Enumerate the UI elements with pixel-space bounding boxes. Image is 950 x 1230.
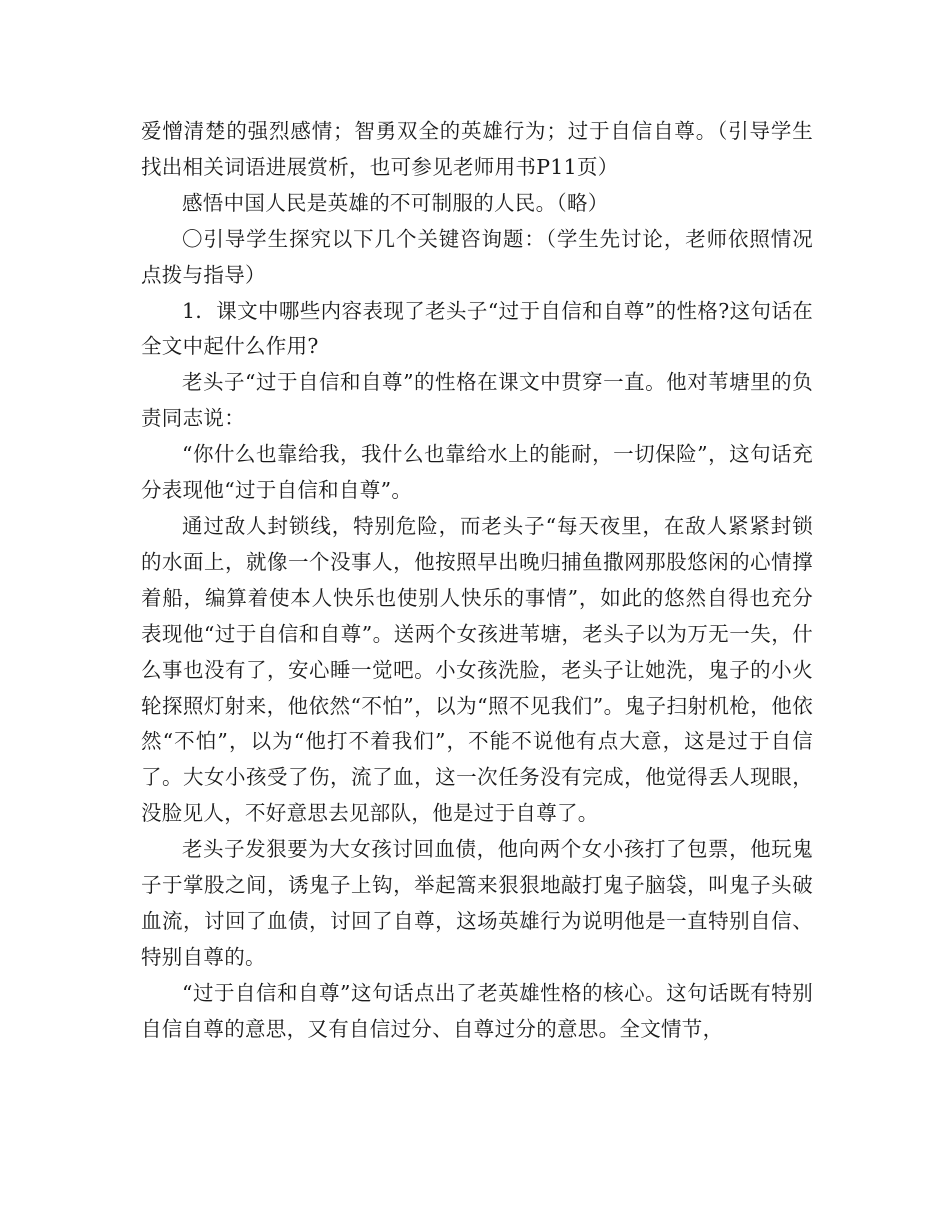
paragraph-5: 老头子“过于自信和自尊”的性格在课文中贯穿一直。他对苇塘里的负责同志说： [141,370,813,431]
paragraph-4: 1．课文中哪些内容表现了老头子“过于自信和自尊”的性格?这句话在全文中起什么作用? [141,298,813,359]
paragraph-3: 〇引导学生探究以下几个关键咨询题：（学生先讨论，老师依照情况点拨与指导） [141,226,813,287]
paragraph-1: 爱憎清楚的强烈感情；智勇双全的英雄行为；过于自信自尊。（引导学生找出相关词语进展赏析，也可参见老师用书P11页） [141,119,813,179]
paragraph-2: 感悟中国人民是英雄的不可制服的人民。（略） [182,190,609,215]
paragraph-9: “过于自信和自尊”这句话点出了老英雄性格的核心。这句话既有特别自信自尊的意思，又有自信过分、自尊过分的意思。全文情节， [141,980,813,1041]
paragraph-6: “你什么也靠给我，我什么也靠给水上的能耐，一切保险”，这句话充分表现他“过于自信和自尊”。 [141,442,813,503]
paragraph-8: 老头子发狠要为大女孩讨回血债，他向两个女小孩打了包票，他玩鬼子于掌股之间，诱鬼子上钩，举起篙来狠狠地敲打鬼子脑袋，叫鬼子头破血流，讨回了血债，讨回了自尊，这场英雄行为说明他是一直特别自信、特别自尊的。 [141,837,813,969]
document-body [141,114,813,1048]
paragraph-7: 通过敌人封锁线，特别危险，而老头子“每天夜里，在敌人紧紧封锁的水面上，就像一个没事人，他按照早出晚归捕鱼撒网那股悠闲的心情撑着船，编算着使本人快乐也使别人快乐的事情”，如此的悠然自得也充分表现他“过于自信和自尊”。送两个女孩进苇塘，老头子以为万无一失，什么事也没有了，安心睡一觉吧。小女孩洗脸，老头子让她洗，鬼子的小火轮探照灯射来，他依然“不怕”，以为“照不见我们”。鬼子扫射机枪，他依然“不怕”，以为“他打不着我们”，不能不说他有点大意，这是过于自信了。大女小孩受了伤，流了血，这一次任务没有完成，他觉得丢人现眼，没脸见人，不好意思去见部队，他是过于自尊了。 [141,513,813,826]
